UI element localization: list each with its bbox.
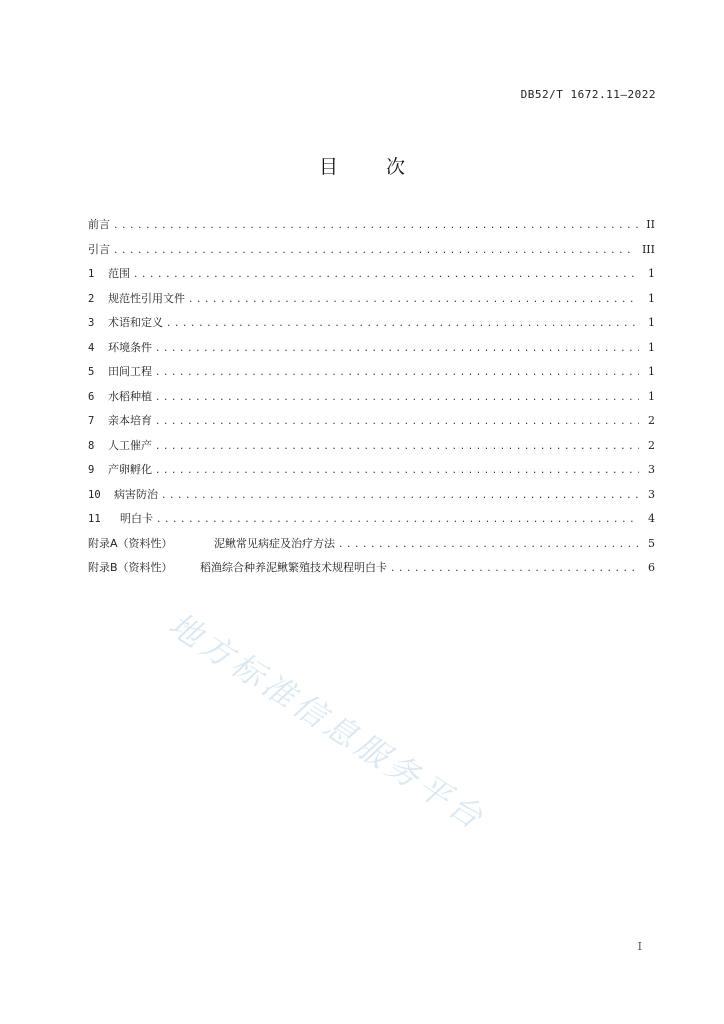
toc-entry-4[interactable] [88,339,655,364]
toc-dot-leader [155,368,639,378]
toc-entry-number: 10 [88,488,101,501]
toc-entry-page: 1 [648,365,655,378]
toc-dot-leader [113,246,636,256]
toc-entry-number: 4 [88,341,95,354]
toc-entry-page: 4 [648,512,655,525]
toc-entry-label: 人工催产 [108,438,152,452]
toc-entry-number: 3 [88,317,95,329]
toc-dot-leader [155,442,639,452]
toc-entry-label-group [88,388,152,404]
toc-entry-label: 泥鳅常见病症及治疗方法 [214,536,335,550]
toc-dot-leader [156,515,639,525]
toc-entry-label: 引言 [88,242,110,256]
toc-dot-leader [188,295,639,305]
toc-entry-9[interactable] [88,461,655,486]
toc-entry-label: 范围 [108,267,130,280]
toc-entry-label-group [88,437,152,453]
toc-entry-7[interactable] [88,412,655,437]
toc-entry-number: 9 [88,464,95,476]
toc-entry-number: 7 [88,415,95,427]
toc-entry-8[interactable] [88,437,655,462]
toc-entry-6[interactable] [88,388,655,413]
toc-entry-label-group [88,265,130,281]
toc-entry-page: 1 [648,316,655,329]
toc-entry-page: II [646,218,655,231]
watermark: 地方标准信息服务平台 [162,605,494,839]
document-id: DB52/T 1672.11—2022 [520,88,656,101]
toc-entry-introduction[interactable] [88,241,655,266]
toc-entry-3[interactable] [88,314,655,339]
toc-dot-leader [155,393,639,403]
toc-entry-5[interactable] [88,363,655,388]
toc-dot-leader [155,466,639,476]
toc-dot-leader [155,344,639,354]
toc-entry-label-group [88,535,335,551]
toc-entry-label-group [88,559,387,575]
toc-entry-number: 1 [88,268,95,280]
toc-dot-leader [113,221,639,231]
toc-entry-page: 2 [648,438,655,452]
toc-entry-number: 11 [88,513,101,525]
toc-entry-label-group [88,290,185,306]
toc-entry-label: 亲本培育 [108,414,152,427]
toc-entry-label-group [88,412,152,428]
toc-entry-appendix-a[interactable] [88,535,655,560]
toc-entry-label-group [88,510,153,526]
toc-dot-leader [133,270,639,280]
toc-entry-page: 1 [648,267,655,280]
toc-entry-number: 8 [88,439,95,452]
toc-entry-2[interactable] [88,290,655,315]
page-number: I [637,940,642,953]
toc-dot-leader [155,417,639,427]
toc-entry-page: 1 [648,389,655,403]
toc-entry-number: 2 [88,292,95,305]
toc-entry-label: 稻渔综合种养泥鳅繁殖技术规程明白卡 [200,561,387,574]
toc-entry-label: 田间工程 [108,365,152,378]
toc-entry-label-group [88,314,163,330]
toc-entry-appendix-b[interactable] [88,559,655,584]
toc-entry-page: 6 [648,561,655,574]
toc-entry-11[interactable] [88,510,655,535]
toc-dot-leader [166,319,639,329]
toc-entry-number: 6 [88,390,95,403]
toc-entry-label-group [88,363,152,379]
page-title-char-2: 次 [386,156,406,178]
toc-entry-number: 附录A（资料性） [88,536,173,550]
toc-entry-10[interactable] [88,486,655,511]
toc-entry-label: 前言 [88,218,110,231]
toc-entry-label: 产卵孵化 [108,463,152,476]
toc-entry-page: 3 [648,487,655,501]
toc-entry-page: 1 [648,291,655,305]
toc-entry-number: 5 [88,366,95,378]
toc-entry-label: 规范性引用文件 [108,291,185,305]
toc-entry-label: 术语和定义 [108,316,163,329]
toc-entry-page: 5 [648,536,655,550]
toc-entry-label: 环境条件 [108,340,152,354]
toc-entry-number: 附录B（资料性） [88,561,173,574]
toc-dot-leader [338,540,639,550]
toc-entry-label-group [88,461,152,477]
toc-entry-page: 3 [648,463,655,476]
toc-entry-label: 病害防治 [114,487,158,501]
toc-entry-foreword[interactable] [88,216,655,241]
table-of-contents [88,216,655,584]
toc-dot-leader [161,491,639,501]
toc-entry-label-group [88,486,158,502]
toc-entry-page: III [641,242,655,256]
toc-entry-label: 水稻种植 [108,389,152,403]
toc-entry-1[interactable] [88,265,655,290]
toc-entry-label: 明白卡 [120,512,153,525]
toc-entry-page: 2 [648,414,655,427]
toc-entry-label-group [88,339,152,355]
page-title [0,152,724,179]
toc-dot-leader [390,564,639,574]
toc-entry-page: 1 [648,340,655,354]
page-title-char-1: 目 [318,156,338,178]
